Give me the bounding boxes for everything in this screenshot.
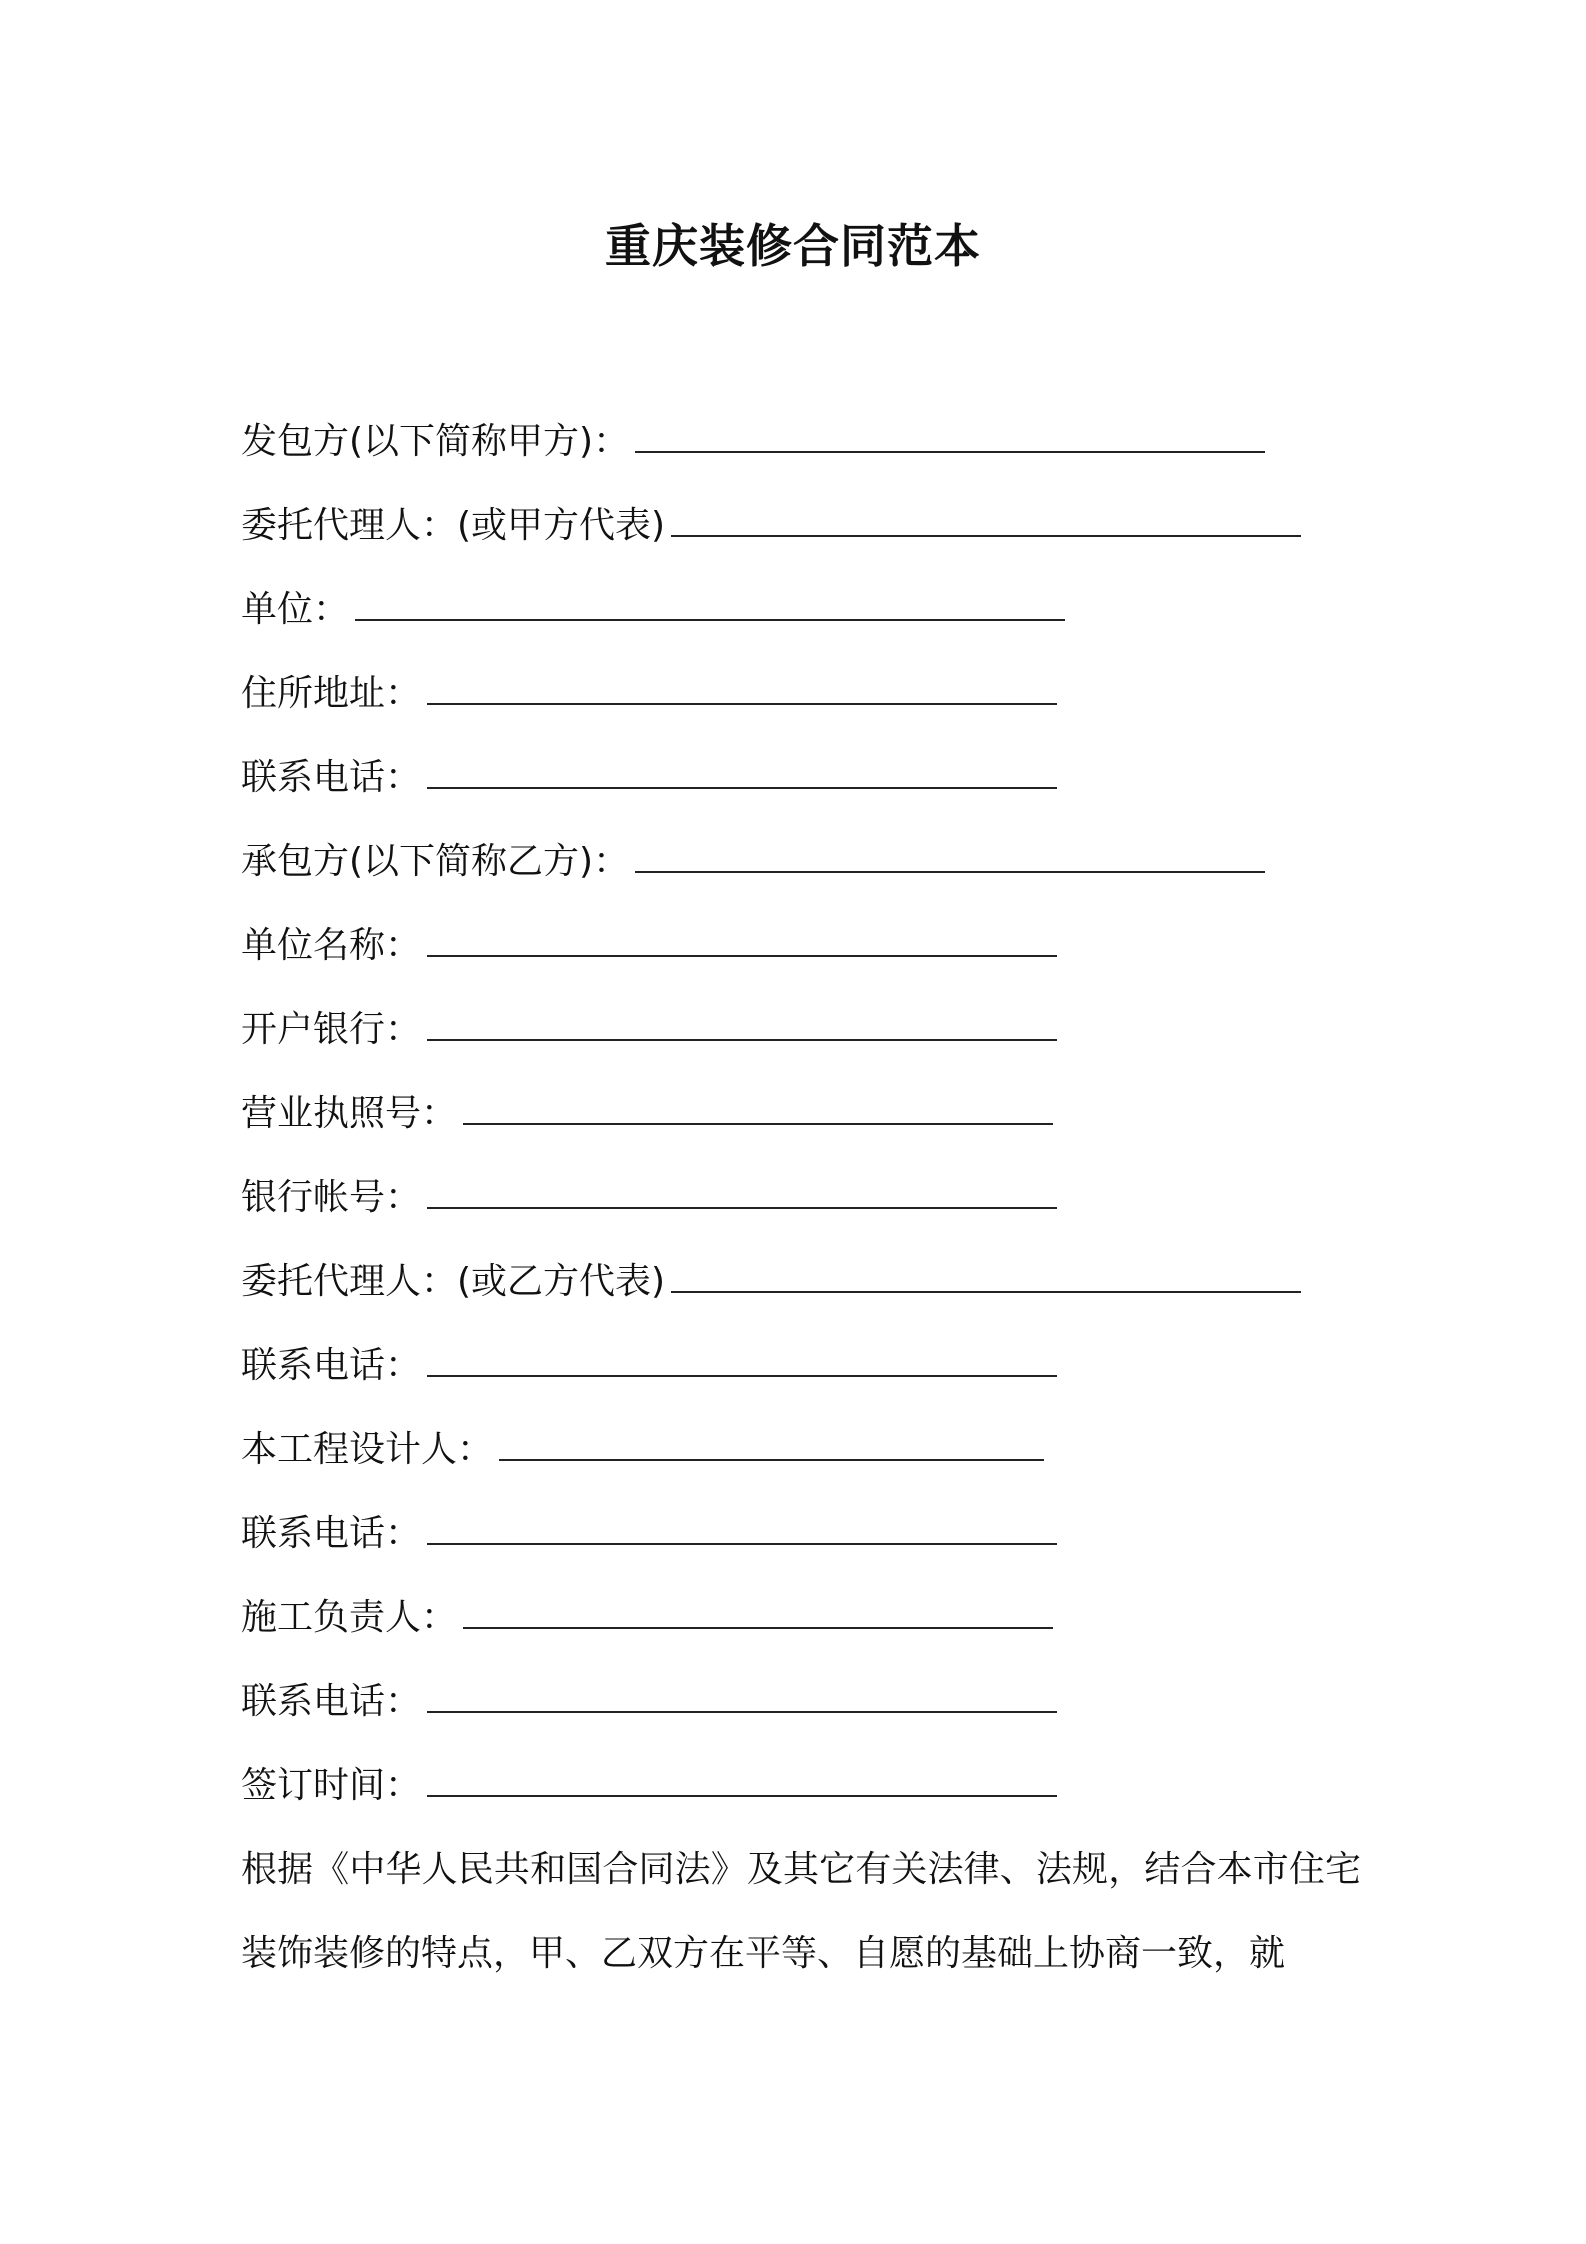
field-label: 住所地址： [241,673,422,714]
field-blank[interactable] [427,757,1057,789]
field-designer [241,1428,1044,1472]
field-blank[interactable] [427,1345,1057,1377]
field-phone-manager [241,1680,1057,1724]
field-label: 发包方(以下简称甲方)： [241,421,630,462]
field-label: 单位： [241,589,350,630]
field-label: 签订时间： [241,1765,422,1806]
field-phone-designer [241,1512,1057,1556]
body-paragraph: 根据《中华人民共和国合同法》及其它有关法律、法规，结合本市住宅装饰装修的特点，甲、乙双方在平等、自愿的基础上协商一致，就 [241,1849,1361,1974]
field-blank[interactable] [355,589,1065,621]
field-address [241,672,1057,716]
field-company-name [241,924,1057,968]
field-blank[interactable] [427,1177,1057,1209]
field-account [241,1176,1057,1220]
field-unit [241,588,1065,632]
field-blank[interactable] [427,925,1057,957]
field-blank[interactable] [499,1429,1044,1461]
field-blank[interactable] [427,1765,1057,1797]
field-agent-a [241,504,1301,548]
field-phone-b [241,1344,1057,1388]
field-license [241,1092,1053,1136]
field-sign-date [241,1764,1057,1808]
field-blank[interactable] [427,1513,1057,1545]
field-label: 联系电话： [241,1513,422,1554]
field-label: 银行帐号： [241,1177,422,1218]
field-label: 联系电话： [241,757,422,798]
field-party-b [241,840,1265,884]
field-construction-manager [241,1596,1053,1640]
field-blank[interactable] [427,1681,1057,1713]
field-label: 营业执照号： [241,1093,458,1134]
field-party-a [241,420,1265,464]
field-blank[interactable] [635,841,1265,873]
field-phone-a [241,756,1057,800]
field-blank[interactable] [427,673,1057,705]
field-label: 本工程设计人： [241,1429,494,1470]
field-label: 委托代理人：(或甲方代表) [241,505,666,546]
field-label: 联系电话： [241,1681,422,1722]
document-title: 重庆装修合同范本 [605,219,981,273]
field-blank[interactable] [635,421,1265,453]
field-blank[interactable] [463,1093,1053,1125]
field-agent-b [241,1260,1301,1304]
field-label: 联系电话： [241,1345,422,1386]
field-blank[interactable] [463,1597,1053,1629]
field-label: 单位名称： [241,925,422,966]
field-label: 开户银行： [241,1009,422,1050]
field-blank[interactable] [671,1261,1301,1293]
field-label: 施工负责人： [241,1597,458,1638]
field-bank [241,1008,1057,1052]
field-label: 委托代理人：(或乙方代表) [241,1261,666,1302]
field-label: 承包方(以下简称乙方)： [241,841,630,882]
field-blank[interactable] [427,1009,1057,1041]
field-blank[interactable] [671,505,1301,537]
